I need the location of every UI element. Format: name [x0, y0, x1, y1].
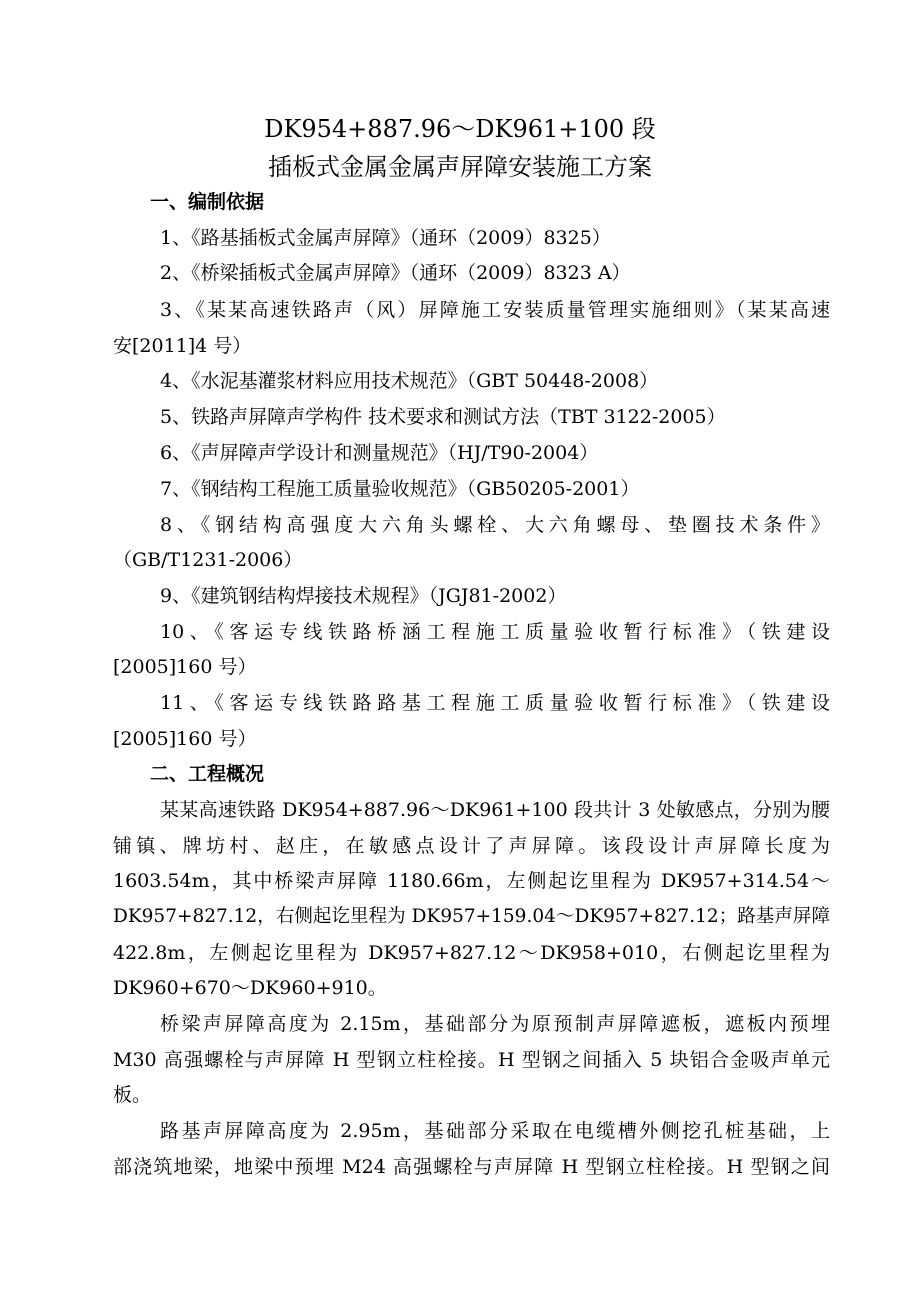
- overview-line: 部浇筑地梁，地梁中预埋 M24 高强螺栓与声屏障 H 型钢立柱栓接。H 型钢之间: [113, 1156, 830, 1178]
- section-heading-basis: 一、编制依据: [150, 191, 265, 213]
- reference-item: 2、《桥梁插板式金属声屏障》（通环（2009）8323 A）: [160, 262, 631, 284]
- reference-item: 10、《客运专线铁路桥涵工程施工质量验收暂行标准》（铁建设: [160, 621, 830, 643]
- overview-line: 422.8m，左侧起讫里程为 DK957+827.12～DK958+010，右侧起讫里程为: [113, 942, 830, 964]
- reference-item: 5、铁路声屏障声学构件 技术要求和测试方法（TBT 3122-2005）: [160, 406, 726, 428]
- document-title-line1: DK954+887.96～DK961+100 段: [264, 115, 656, 143]
- overview-line: 路基声屏障高度为 2.95m，基础部分采取在电缆槽外侧挖孔桩基础，上: [160, 1120, 830, 1142]
- overview-line: 桥梁声屏障高度为 2.15m，基础部分为原预制声屏障遮板，遮板内预埋: [160, 1013, 830, 1035]
- section-heading-overview: 二、工程概况: [150, 763, 265, 785]
- reference-item: 8、《钢结构高强度大六角头螺栓、大六角螺母、垫圈技术条件》: [160, 514, 830, 536]
- reference-item: 6、《声屏障声学设计和测量规范》（HJ/T90-2004）: [160, 442, 599, 464]
- reference-item: 4、《水泥基灌浆材料应用技术规范》（GBT 50448-2008）: [160, 370, 659, 392]
- overview-line: 1603.54m，其中桥梁声屏障 1180.66m，左侧起讫里程为 DK957+314.54～: [113, 870, 830, 892]
- reference-item: 9、《建筑钢结构焊接技术规程》（JGJ81-2002）: [160, 585, 567, 607]
- overview-line: 板。: [113, 1084, 152, 1106]
- overview-line: M30 高强螺栓与声屏障 H 型钢立柱栓接。H 型钢之间插入 5 块铝合金吸声单元: [113, 1049, 830, 1071]
- reference-item-continued: （GB/T1231-2006）: [113, 549, 303, 571]
- reference-item-continued: 安[2011]4 号）: [113, 335, 252, 357]
- reference-item: 7、《钢结构工程施工质量验收规范》（GB50205-2001）: [160, 478, 640, 500]
- reference-item: 3、《某某高速铁路声（风）屏障施工安装质量管理实施细则》（某某高速: [160, 299, 830, 321]
- reference-item: 1、《路基插板式金属声屏障》（通环（2009）8325）: [160, 227, 611, 249]
- overview-line: DK960+670～DK960+910。: [113, 977, 387, 999]
- overview-line: 某某高速铁路 DK954+887.96～DK961+100 段共计 3 处敏感点，分别为腰: [160, 799, 830, 821]
- document-title-line2: 插板式金属金属声屏障安装施工方案: [268, 153, 652, 181]
- reference-item: 11、《客运专线铁路路基工程施工质量验收暂行标准》（铁建设: [160, 692, 830, 714]
- overview-line: 铺镇、牌坊村、赵庄，在敏感点设计了声屏障。该段设计声屏障长度为: [113, 835, 830, 857]
- reference-item-continued: [2005]160 号）: [113, 728, 257, 750]
- overview-line: DK957+827.12，右侧起讫里程为 DK957+159.04～DK957+827.12；路基声屏障: [113, 906, 830, 927]
- reference-item-continued: [2005]160 号）: [113, 656, 257, 678]
